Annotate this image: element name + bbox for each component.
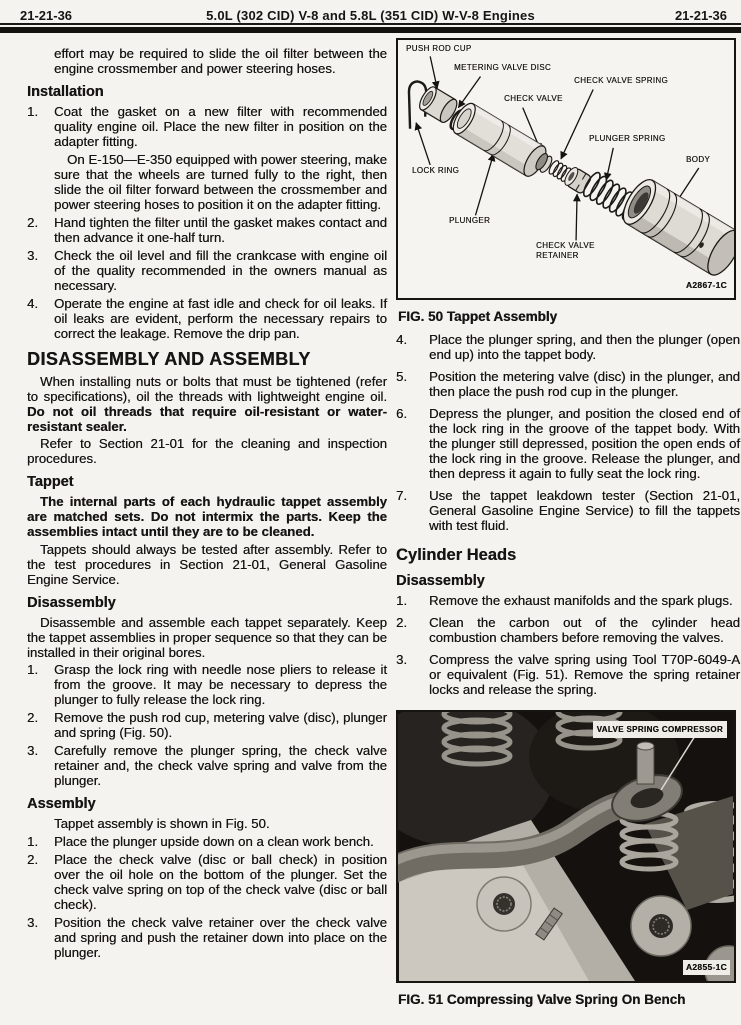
warning-paragraph: The internal parts of each hydraulic tappet assembly are matched sets. Do not intermix the parts. Keep the assemblies intact until they are to be cleaned.: [27, 494, 387, 539]
list-item-number: 4.: [27, 295, 38, 311]
list-item: [27, 248, 387, 293]
figure-51-code: A2855-1C: [683, 960, 730, 975]
paragraph: Refer to Section 21-01 for the cleaning and inspection procedures.: [27, 436, 387, 466]
header-page-number-right: 21-21-36: [674, 7, 727, 23]
list-item-text: Carefully remove the plunger spring, the check valve retainer and, the check valve spring and valve from the plunger.: [54, 743, 387, 788]
list-item-number: 1.: [27, 104, 38, 119]
list-item-number: 3.: [396, 652, 407, 667]
list-item: [394, 369, 740, 399]
list-item-number: 3.: [27, 247, 38, 263]
tappet-heading: Tappet: [27, 474, 74, 490]
disassembly-heading: Disassembly: [27, 594, 116, 611]
list-item-number: 3.: [27, 743, 38, 758]
list-item-text: Compress the valve spring using Tool T70P-6049-A or equivalent (Fig. 51). Remove the spring retainer locks and release the spring.: [429, 652, 740, 697]
list-item-number: 1.: [27, 662, 38, 677]
spring-seat: [631, 896, 691, 956]
list-item-text: Clean the carbon out of the cylinder head combustion chambers before removing the valves.: [429, 615, 740, 645]
list-item-number: 7.: [396, 488, 407, 503]
list-item-number: 1.: [396, 593, 407, 608]
figure-50: [396, 38, 736, 300]
list-item: [394, 332, 740, 362]
valve-spring-photo: [398, 712, 734, 981]
plunger-part: [449, 100, 550, 180]
figure-51: [396, 710, 736, 983]
list-item: [394, 652, 740, 697]
list-item: [27, 662, 387, 707]
list-item-text: Remove the exhaust manifolds and the spark plugs.: [429, 593, 733, 608]
diagram-label-metering-valve-disc: METERING VALVE DISC: [454, 63, 552, 72]
list-item: [394, 593, 740, 608]
header-rule-thin: [0, 23, 741, 25]
list-item: [394, 615, 740, 645]
installation-heading: Installation: [27, 84, 104, 100]
list-item-text: Operate the engine at fast idle and check for oil leaks. If oil leaks are evident, perform the necessary repairs to correct the leakage. Remove the drip pan.: [54, 295, 387, 341]
list-item-text: Check the oil level and fill the crankcase with engine oil of the quality recommended in the owners manual as necessary.: [54, 247, 387, 293]
list-item: [27, 215, 387, 245]
figure-50-code: A2867-1C: [685, 280, 727, 290]
paragraph: Tappets should always be tested after assembly. Refer to the test procedures in Section 21-01, General Gasoline Engine Service.: [27, 541, 387, 587]
disassembly-assembly-heading: DISASSEMBLY AND ASSEMBLY: [27, 348, 311, 369]
page-header: [0, 6, 741, 24]
list-item: [394, 406, 740, 481]
body-part: [617, 175, 734, 280]
diagram-label-check-valve: CHECK VALVE: [504, 94, 563, 103]
list-item: [27, 852, 387, 912]
list-item-number: 2.: [27, 214, 38, 230]
paragraph: Tappet assembly is shown in Fig. 50.: [54, 816, 270, 831]
note-paragraph: On E-150—E-350 equipped with power steering, make sure that the wheels are turned fully to the right, then slide the oil filter forward between the crossmember and power steering hoses to position it on the adapter fitting.: [54, 152, 387, 212]
list-item: [27, 104, 387, 149]
header-title: 5.0L (302 CID) V-8 and 5.8L (351 CID) W-V-8 Engines: [206, 7, 535, 23]
diagram-label-body: BODY: [686, 155, 711, 164]
list-item-text: Use the tappet leakdown tester (Section 21-01, General Gasoline Engine Service) to fill the tappets with test fluid.: [429, 488, 740, 533]
paragraph: Disassemble and assemble each tappet separately. Keep the tappet assemblies in proper sequence so that they can be installed in their original bores.: [27, 614, 387, 660]
list-item-text: Depress the plunger, and position the closed end of the lock ring in the groove of the tappet body. With the plunger still depressed, position the open ends of the lock ring in the groove. Release the plunger, and then depress it again to fully seat the lock ring.: [429, 406, 740, 481]
diagram-label-push-rod-cup: PUSH ROD CUP: [406, 44, 472, 53]
list-item: [27, 710, 387, 740]
diagram-label-check-valve-spring: CHECK VALVE SPRING: [574, 76, 669, 85]
list-item-number: 5.: [396, 369, 407, 384]
assembly-heading: Assembly: [27, 796, 96, 812]
list-item-text: Place the plunger upside down on a clean work bench.: [54, 833, 374, 849]
figure-50-caption: FIG. 50 Tappet Assembly: [398, 309, 558, 324]
diagram-label-plunger-spring: PLUNGER SPRING: [589, 134, 666, 143]
list-item-number: 3.: [27, 914, 38, 930]
diagram-label-plunger: PLUNGER: [449, 216, 491, 225]
left-column: [27, 46, 387, 963]
list-item-number: 2.: [396, 615, 407, 630]
cylinder-heads-disassembly-heading: Disassembly: [396, 573, 485, 589]
list-item-text: Place the plunger spring, and then the plunger (open end up) into the tappet body.: [429, 332, 740, 362]
paragraph: [27, 374, 387, 434]
list-item: [27, 915, 387, 960]
list-item-number: 2.: [27, 851, 38, 867]
list-item-text: Position the check valve retainer over the check valve and spring and push the retainer down into place on the plunger.: [54, 914, 387, 960]
list-item-text: Place the check valve (disc or ball check) in position over the oil hole on the bottom of the plunger. Set the check valve spring on top of the check valve (disc or ball check).: [54, 851, 387, 912]
list-item: [27, 834, 387, 849]
list-item-text: Coat the gasket on a new filter with recommended quality engine oil. Place the new filter in position on the adapter fitting.: [54, 104, 387, 149]
list-item-text: Grasp the lock ring with needle nose pliers to release it from the groove. It may be necessary to depress the plunger to fully release the lock ring.: [54, 662, 387, 707]
diagram-label-lock-ring: LOCK RING: [412, 166, 460, 175]
right-column: [394, 38, 740, 1015]
header-rule-thick: [0, 27, 741, 33]
photo-label-valve-spring-compressor: VALVE SPRING COMPRESSOR: [593, 721, 727, 738]
list-item-number: 2.: [27, 710, 38, 725]
cylinder-heads-heading: Cylinder Heads: [396, 546, 517, 564]
figure-51-caption: FIG. 51 Compressing Valve Spring On Bench: [398, 992, 686, 1007]
list-item: [27, 743, 387, 788]
list-item-number: 6.: [396, 406, 407, 421]
spring-seat: [477, 877, 531, 931]
paragraph-text: When installing nuts or bolts that must be tightened (refer to specifications), oil the threads with lightweight engine oil.: [27, 373, 387, 404]
header-page-number-left: 21-21-36: [20, 7, 73, 23]
list-item-number: 4.: [396, 332, 407, 347]
list-item-text: Hand tighten the filter until the gasket makes contact and then advance it one-half turn.: [54, 214, 387, 245]
list-item: [27, 296, 387, 341]
list-item-text: Position the metering valve (disc) in the plunger, and then place the push rod cup in the plunger.: [429, 369, 740, 399]
diagram-label-check-valve-retainer: CHECK VALVE RETAINER: [536, 241, 595, 260]
list-item-number: 1.: [27, 833, 38, 849]
paragraph-bold-text: Do not oil threads that require oil-resistant or water-resistant sealer.: [27, 403, 387, 434]
intro-paragraph: effort may be required to slide the oil filter between the engine crossmember and power steering hoses.: [54, 46, 387, 76]
list-item-text: Remove the push rod cup, metering valve (disc), plunger and spring (Fig. 50).: [54, 710, 387, 740]
list-item: [394, 488, 740, 533]
